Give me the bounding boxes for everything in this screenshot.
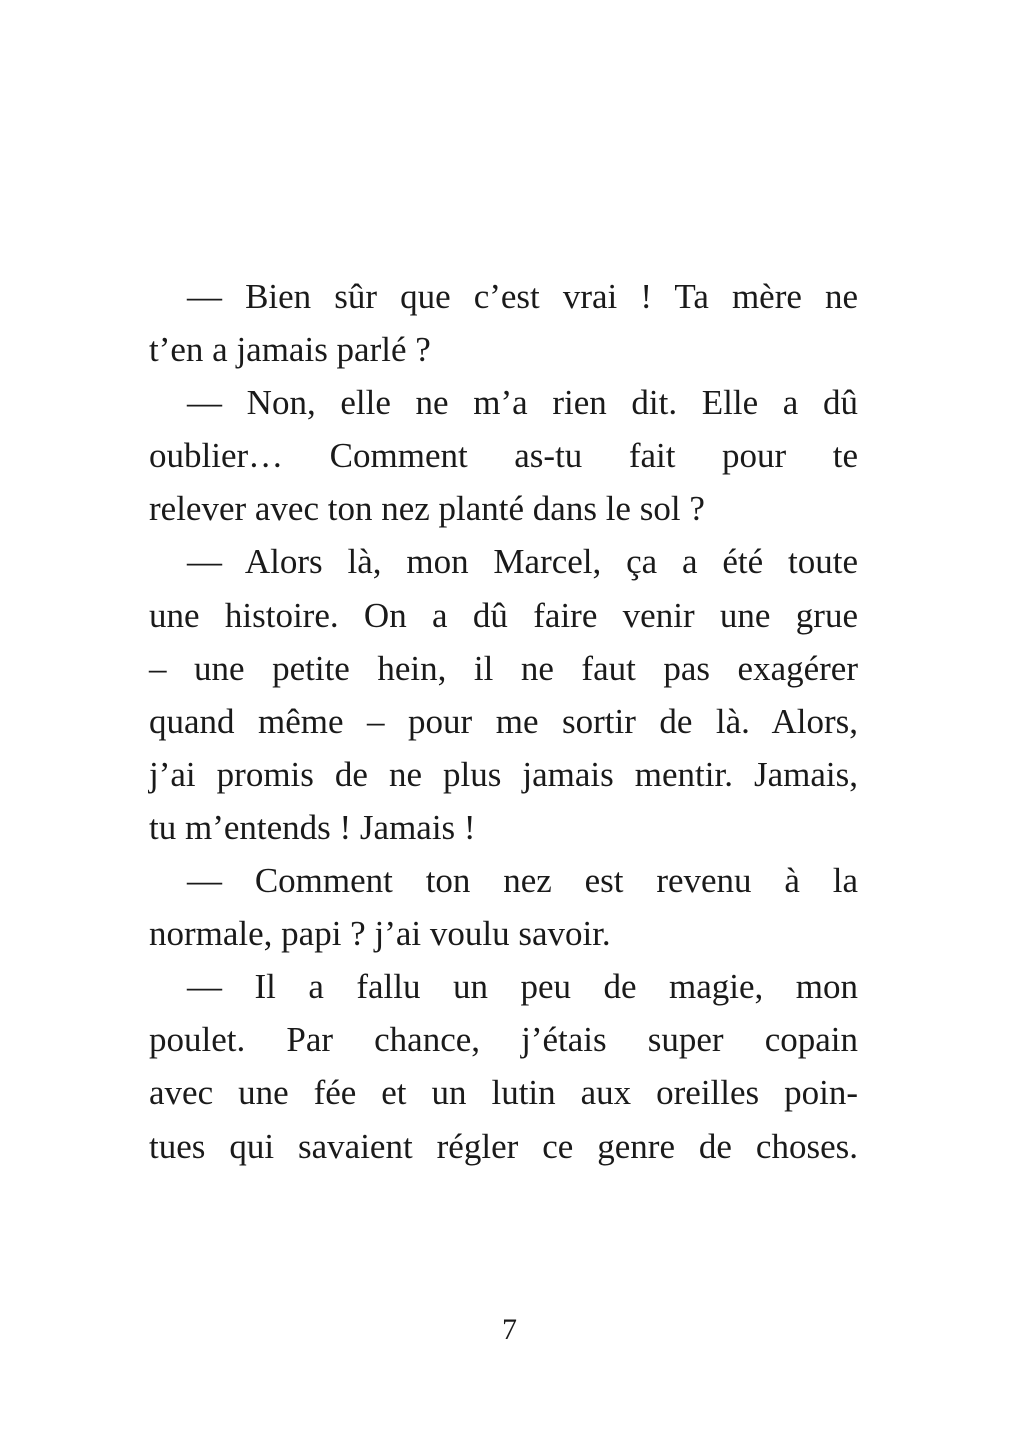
page-body (149, 270, 858, 1173)
text-line: avec une fée et un lutin aux oreilles poin- (149, 1073, 858, 1113)
text-line: quand même – pour me sortir de là. Alors, (149, 701, 858, 741)
text-line: tu m’entends ! Jamais ! (149, 807, 476, 847)
text-line: oublier… Comment as-tu fait pour te (149, 436, 858, 476)
page-number: 7 (502, 1313, 517, 1346)
text-line: une histoire. On a dû faire venir une grue (149, 595, 858, 635)
text-line: poulet. Par chance, j’étais super copain (149, 1020, 858, 1060)
text-line: normale, papi ? j’ai voulu savoir. (149, 914, 611, 954)
text-line: relever avec ton nez planté dans le sol ? (149, 489, 705, 529)
text-line: tues qui savaient régler ce genre de choses. (149, 1126, 858, 1166)
text-line: – une petite hein, il ne faut pas exagérer (149, 648, 858, 688)
text-line: — Bien sûr que c’est vrai ! Ta mère ne (187, 277, 858, 316)
text-line: — Alors là, mon Marcel, ça a été toute (187, 542, 858, 582)
text-line: — Comment ton nez est revenu à la (187, 861, 858, 901)
text-line: j’ai promis de ne plus jamais mentir. Jamais, (149, 754, 858, 794)
text-line: — Non, elle ne m’a rien dit. Elle a dû (187, 383, 858, 423)
text-line: — Il a fallu un peu de magie, mon (187, 967, 858, 1007)
text-line: t’en a jamais parlé ? (149, 330, 431, 370)
